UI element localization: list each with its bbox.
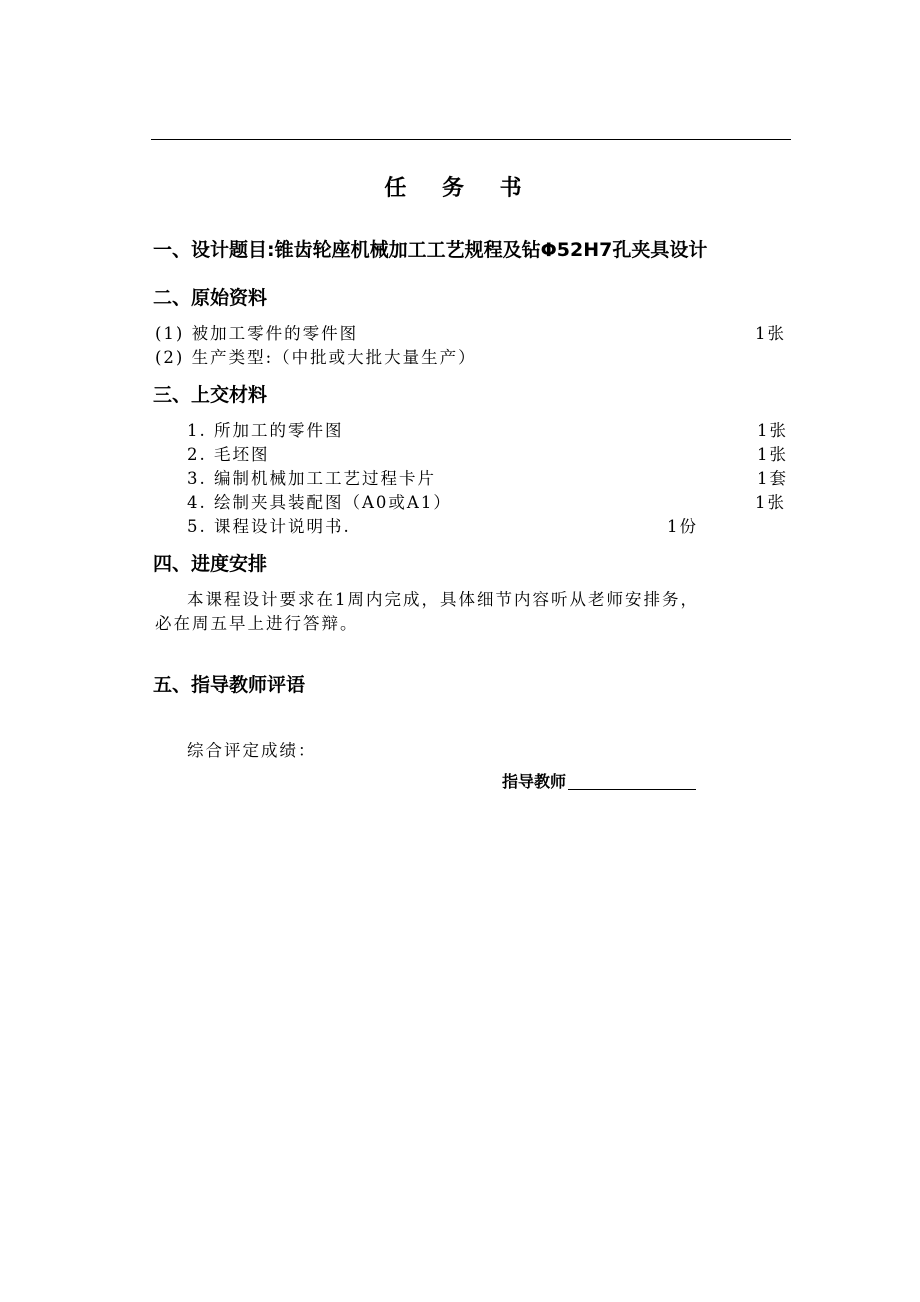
section-3-heading: 三、上交材料 — [153, 384, 268, 406]
list-item-qty: 1张 — [755, 324, 786, 343]
signature-label: 指导教师 — [502, 772, 567, 791]
signature-line — [568, 773, 696, 790]
list-item: 5. 课程设计说明书. — [187, 517, 351, 536]
paragraph-line: 必在周五早上进行答辩。 — [155, 614, 359, 633]
list-item: 3. 编制机械加工工艺过程卡片 — [187, 469, 436, 488]
list-item: 4. 绘制夹具装配图（A0或A1） — [187, 493, 452, 512]
section-1-heading: 一、设计题目:锥齿轮座机械加工工艺规程及钻Φ52H7孔夹具设计 — [153, 239, 708, 261]
list-item: 1. 所加工的零件图 — [187, 421, 344, 440]
paragraph-line: 本课程设计要求在1周内完成，具体细节内容听从老师安排务， — [187, 590, 699, 609]
list-item-qty: 1张 — [755, 493, 786, 512]
list-item-qty: 1张 — [757, 421, 788, 440]
list-item-qty: 1份 — [667, 517, 698, 536]
grade-label: 综合评定成绩： — [187, 741, 317, 760]
list-item: 2. 毛坯图 — [187, 445, 270, 464]
section-4-heading: 四、进度安排 — [153, 553, 268, 575]
list-item: (1) 被加工零件的零件图 — [155, 324, 359, 343]
list-item-qty: 1套 — [757, 469, 788, 488]
signature-block — [502, 773, 696, 790]
section-2-heading: 二、原始资料 — [153, 287, 268, 309]
list-item-qty: 1张 — [757, 445, 788, 464]
section-5-heading: 五、指导教师评语 — [153, 674, 306, 696]
document-title: 任 务 书 — [384, 176, 536, 201]
list-item: (2) 生产类型:（中批或大批大量生产） — [155, 348, 477, 367]
header-rule — [151, 139, 791, 140]
